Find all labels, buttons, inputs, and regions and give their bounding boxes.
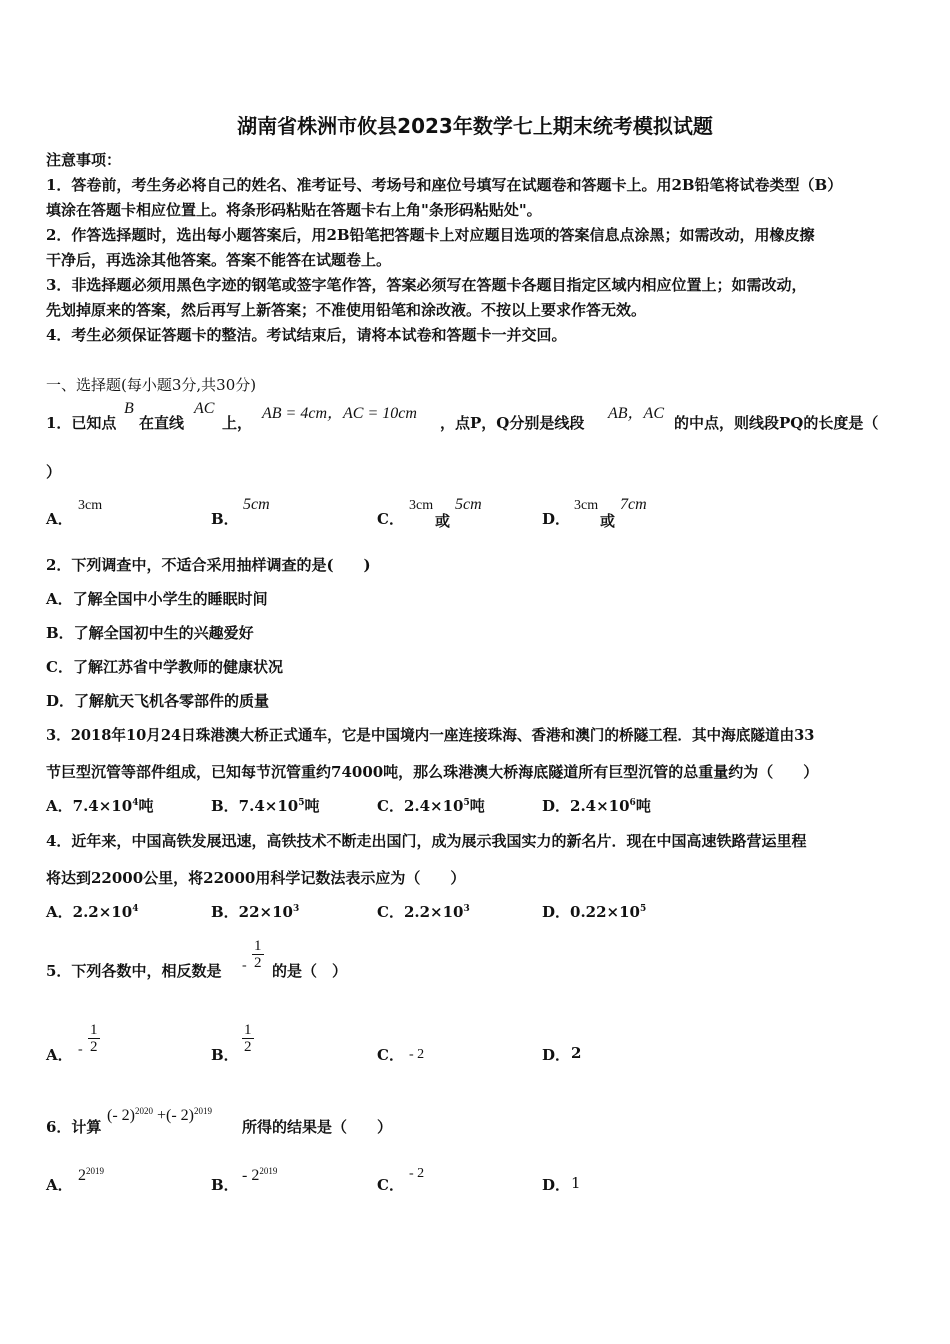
q2-option-d: D．了解航天飞机各零部件的质量 — [46, 692, 270, 710]
q1-option-d-value1: 3cm — [574, 498, 599, 513]
q6-option-d-value: 1 — [571, 1174, 581, 1192]
q4-option-b: B．$22\times 10^3$ — [211, 903, 300, 921]
q5-sign: - — [242, 958, 247, 973]
q6-option-b-value: - $2^{2019}$ — [242, 1166, 278, 1184]
q4-line-2: 将达到22000公里，将22000用科学记数法表示应为（ ） — [46, 869, 466, 887]
q1-text: ，点P，Q分别是线段 — [440, 414, 585, 432]
q3-option-a: A．$7.4\times 10^4$吨 — [46, 797, 154, 815]
section-heading: 一、选择题(每小题3分,共30分) — [46, 376, 257, 394]
q1-option-c-value1: 3cm — [409, 498, 434, 513]
q5-option-c-label: C． — [377, 1046, 404, 1064]
q1-line-ac: AC — [194, 400, 215, 417]
q6-text: 6．计算 — [46, 1118, 102, 1136]
q1-option-c-value2: 5cm — [455, 496, 482, 513]
notice-heading: 注意事项： — [46, 151, 122, 169]
notice-line: 1．答卷前，考生务必将自己的姓名、准考证号、考场号和座位号填写在试题卷和答题卡上。用2B铅笔将试卷类型（B） — [46, 176, 843, 194]
q1-option-c-label: C． — [377, 510, 404, 528]
q1-option-c-or: 或 — [435, 512, 451, 530]
q1-option-b-label: B． — [211, 510, 239, 528]
q6-option-b-label: B． — [211, 1176, 239, 1194]
q1-option-d-or: 或 — [600, 512, 616, 530]
q1-option-a-value: 3cm — [78, 498, 103, 513]
q5-option-b-label: B． — [211, 1046, 239, 1064]
q6-text: 所得的结果是（ ） — [242, 1118, 393, 1136]
q3-option-b: B．$7.4\times 10^5$吨 — [211, 797, 320, 815]
q5-option-a-fraction: $\frac{1}{2}$ — [90, 1022, 98, 1055]
notice-line: 干净后，再选涂其他答案。答案不能答在试题卷上。 — [46, 251, 392, 269]
q4-option-a: A．$2.2\times 10^4$ — [46, 903, 139, 921]
q2-option-b: B．了解全国初中生的兴趣爱好 — [46, 624, 254, 642]
q2-stem: 2．下列调查中，不适合采用抽样调查的是( ) — [46, 556, 371, 574]
page-title: 湖南省株洲市攸县2023年数学七上期末统考模拟试题 — [237, 114, 713, 138]
q6-option-a-label: A． — [46, 1176, 73, 1194]
q1-segments: AB，AC — [608, 405, 664, 422]
q1-given: AB = 4cm，AC = 10cm — [262, 405, 417, 422]
q1-text: 在直线 — [139, 414, 185, 432]
q5-text: 5．下列各数中，相反数是 — [46, 962, 222, 980]
q3-option-d: D．$2.4\times 10^6$吨 — [542, 797, 651, 815]
q5-option-d-value: 2 — [571, 1044, 582, 1062]
notice-line: 4．考生必须保证答题卡的整洁。考试结束后，请将本试卷和答题卡一并交回。 — [46, 326, 567, 344]
q5-option-a-label: A． — [46, 1046, 73, 1064]
notice-line: 先划掉原来的答案，然后再写上新答案；不准使用铅笔和涂改液。不按以上要求作答无效。 — [46, 301, 647, 319]
q5-fraction: $\frac{1}{2}$ — [254, 938, 262, 971]
notice-line: 3．非选择题必须用黑色字迹的钢笔或签字笔作答，答案必须写在答题卡各题目指定区域内相应位置上；如需改动， — [46, 276, 807, 294]
q5-option-a-sign: - — [78, 1042, 83, 1057]
notice-line: 填涂在答题卡相应位置上。将条形码粘贴在答题卡右上角"条形码粘贴处"。 — [46, 201, 542, 219]
q2-option-a: A．了解全国中小学生的睡眠时间 — [46, 590, 268, 608]
q1-close: ） — [46, 463, 62, 481]
q5-text: 的是（ ） — [272, 962, 348, 980]
q6-option-c-label: C． — [377, 1176, 404, 1194]
q1-option-b-value: 5cm — [243, 496, 270, 513]
q3-option-c: C．$2.4\times 10^5$吨 — [377, 797, 485, 815]
q1-option-d-label: D． — [542, 510, 571, 528]
q1-text: 的中点，则线段PQ的长度是（ — [674, 414, 879, 432]
q3-line-1: 3．2018年10月24日珠港澳大桥正式通车，它是中国境内一座连接珠海、香港和澳门的桥隧工程．其中海底隧道由33 — [46, 727, 815, 744]
q3-line-2: 节巨型沉管等部件组成，已知每节沉管重约74000吨，那么珠港澳大桥海底隧道所有巨型沉管的总重量约为（ ） — [46, 763, 819, 781]
q1-option-d-value2: 7cm — [620, 496, 647, 513]
q1-option-a-label: A． — [46, 510, 73, 528]
q4-option-d: D．$0.22\times 10^5$ — [542, 903, 647, 921]
q6-option-a-value: $2^{2019}$ — [78, 1166, 104, 1184]
q1-text: 1．已知点 — [46, 414, 117, 432]
q5-option-d-label: D． — [542, 1046, 571, 1064]
q4-option-c: C．$2.2\times 10^3$ — [377, 903, 470, 921]
q5-option-b-fraction: $\frac{1}{2}$ — [244, 1022, 252, 1055]
q6-option-d-label: D． — [542, 1176, 571, 1194]
q6-expression: (- 2)$^{2020}$ +(- 2)$^{2019}$ — [107, 1106, 212, 1124]
q1-text: 上， — [222, 414, 253, 432]
q4-line-1: 4．近年来，中国高铁发展迅速，高铁技术不断走出国门，成为展示我国实力的新名片．现在中国高速铁路营运里程 — [46, 832, 807, 850]
q1-point-b: B — [124, 400, 134, 417]
notice-line: 2．作答选择题时，选出每小题答案后，用2B铅笔把答题卡上对应题目选项的答案信息点涂黑；如需改动，用橡皮擦 — [46, 226, 815, 244]
q2-option-c: C．了解江苏省中学教师的健康状况 — [46, 658, 283, 676]
q5-option-c-value: - 2 — [409, 1047, 425, 1062]
q6-option-c-value: - 2 — [409, 1166, 425, 1181]
